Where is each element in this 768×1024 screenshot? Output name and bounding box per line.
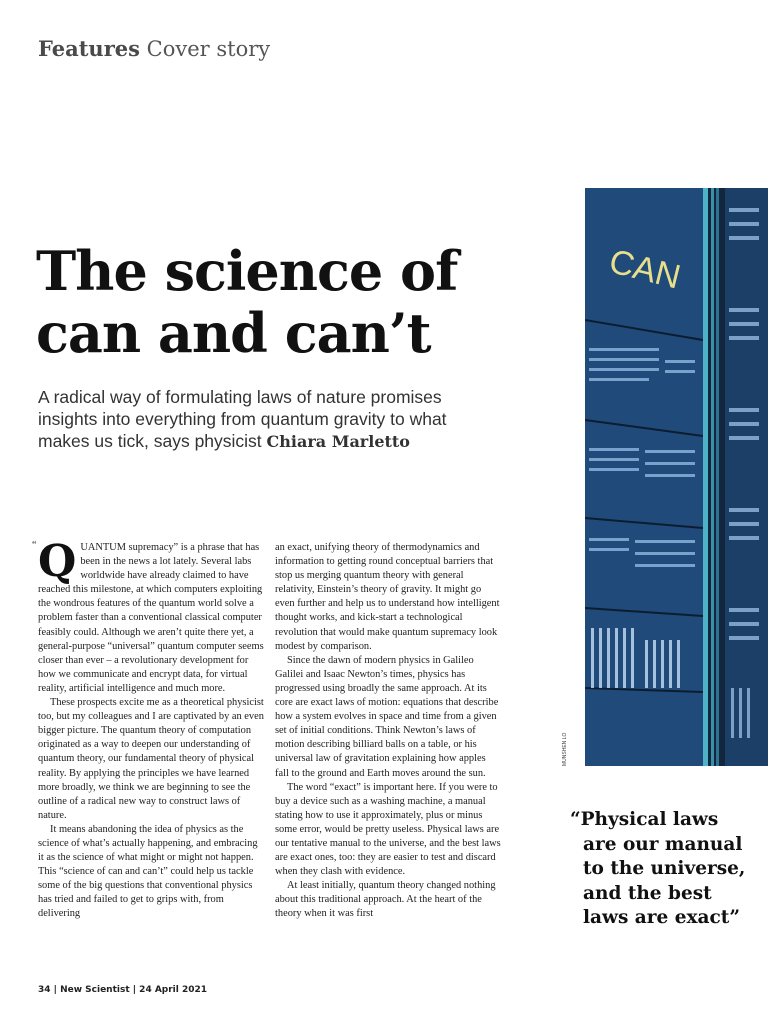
pull-quote-line: “Physical laws bbox=[570, 809, 719, 830]
body-column-2 bbox=[275, 541, 501, 922]
paragraph: It means abandoning the idea of physics as the science of what’s actually happening, and embracing it as the science of what might or might not happen. This “science of can and can’t” could help us tackle some of the big questions that conventional physics has tried and failed to get to grips with, from delivering bbox=[38, 823, 258, 920]
pull-quote-line: are our manual bbox=[583, 833, 743, 855]
paragraph-text: UANTUM supremacy” is a phrase that has been in the news a lot lately. Several labs worldwide have already claimed to have reached this milestone, at which computers exploiting the wondrous features of the quantum world solve a problem faster than a conventional classical computer feasibly could. Although we aren’t quite there yet, a general-purpose “universal” quantum computer seems closer than ever – a revolutionary development for how we communicate and encrypt data, for virtual reality, artificial intelligence and much more. bbox=[38, 542, 264, 694]
paragraph bbox=[38, 536, 264, 696]
standfirst bbox=[38, 386, 478, 453]
dropcap-quote: “ bbox=[32, 540, 37, 551]
pull-quote-line: laws are exact” bbox=[583, 907, 740, 928]
author-name: Chiara Marletto bbox=[266, 432, 410, 451]
headline-line-1: The science of bbox=[36, 239, 458, 303]
pull-quote-line: and the best bbox=[583, 882, 712, 904]
paragraph: The word “exact” is important here. If you were to buy a device such as a washing machine, a manual stating how to use it approximately, plus or minus some error, would be pretty useless. Physical laws are our tentative manual to the universe, and the best laws are exact ones, too: they are easier to test and discard when they clash with evidence. bbox=[275, 781, 501, 878]
standfirst-text: A radical way of formulating laws of nature promises insights into everything from quantum gravity to what makes us tick, says physicist bbox=[38, 387, 447, 451]
paragraph: At least initially, quantum theory changed nothing about this traditional approach. At the heart of the theory when it was first bbox=[275, 880, 496, 920]
headline bbox=[36, 240, 556, 364]
headline-line-2: can and can’t bbox=[36, 301, 431, 365]
section-name: Features bbox=[38, 36, 140, 61]
subsection-name: Cover story bbox=[146, 37, 271, 61]
paragraph: These prospects excite me as a theoretical physicist too, but my colleagues and I are captivated by an even bigger picture. The quantum theory of computation originated as a way to deepen our understanding of quantum theory, our fundamental theory of physical reality. By applying the principles we have learned more broadly, we think we are beginning to see the outline of a radical new way to construct laws of nature. bbox=[38, 697, 264, 821]
image-credit: MUNSHEN LO bbox=[562, 732, 568, 766]
paragraph: an exact, unifying theory of thermodynamics and information to getting round conceptual barriers that stop us merging quantum theory with general relativity, Einstein’s theory of gravity. It might go even further and help us to understand how intelligent thought works, and kick-start a technological revolution that would make quantum supremacy look modest by comparison. bbox=[275, 542, 500, 652]
pull-quote-line: to the universe, bbox=[583, 858, 746, 879]
dropcap: Q bbox=[38, 536, 77, 587]
paragraph: Since the dawn of modern physics in Galileo Galilei and Isaac Newton’s times, physics has progressed using broadly the same approach. At its core are exact laws of motion: equations that describe how a system evolves in space and time from a given set of initial conditions. Think Newton’s laws of motion describing billiard balls on a table, or his universal law of gravitation explaining how apples fall to the ground and Earth moves around the sun. bbox=[275, 654, 499, 779]
body-column-1 bbox=[32, 536, 264, 922]
section-label bbox=[38, 36, 270, 61]
pull-quote bbox=[570, 808, 760, 931]
can-sign-text: CAN bbox=[605, 242, 685, 297]
page-footer: 34 | New Scientist | 24 April 2021 bbox=[38, 985, 208, 995]
server-rack-illustration bbox=[585, 188, 768, 766]
cover-illustration bbox=[585, 188, 768, 766]
